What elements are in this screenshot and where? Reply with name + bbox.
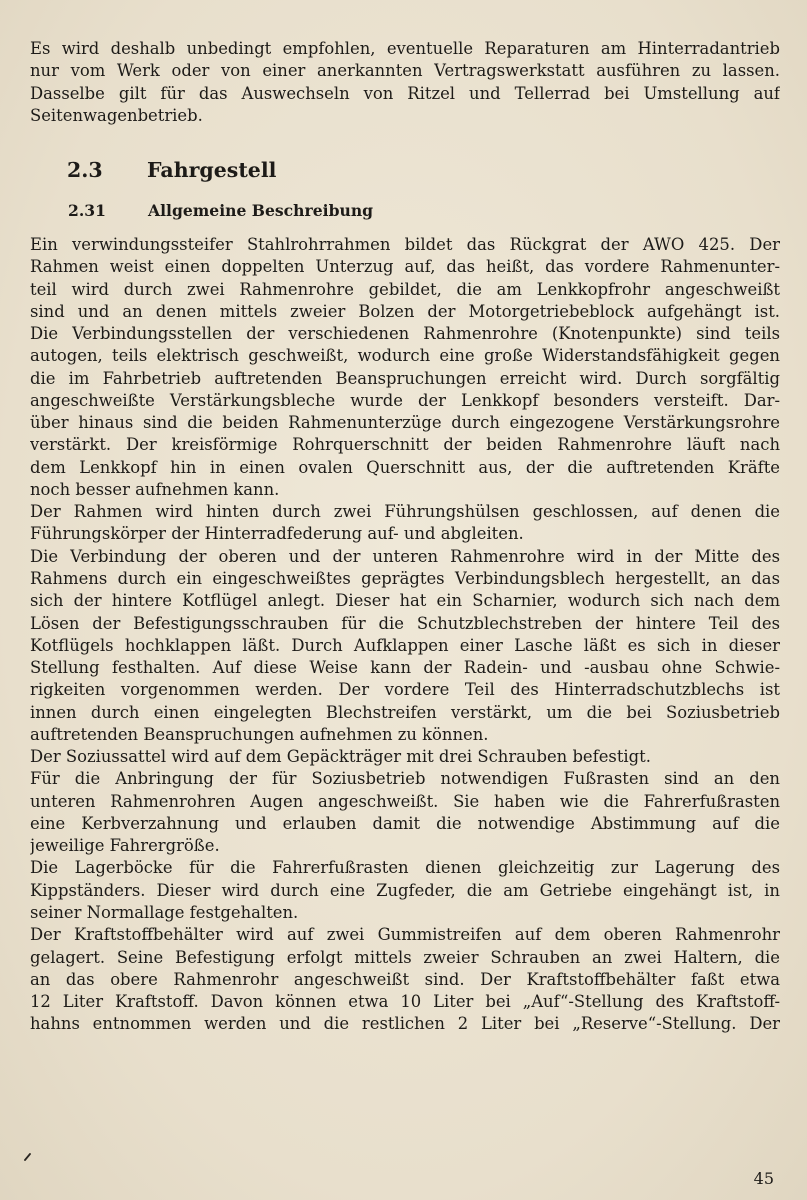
intro-paragraph [30, 38, 780, 127]
body-line: Lösen der Befestigungsschrauben für die Schutzblechstreben der hintere Teil des [30, 613, 780, 633]
body-line: jeweilige Fahrergröße. [30, 836, 220, 856]
body-line: Die Verbindung der oberen und der unteren Rahmenrohre wird in der Mitte des [30, 546, 780, 566]
body-line: Rahmens durch ein eingeschweißtes geprägtes Verbindungsblech hergestellt, an das [30, 568, 780, 588]
body-line: noch besser aufnehmen kann. [30, 479, 280, 499]
body-line: eine Kerbverzahnung und erlauben damit die notwendige Abstimmung auf die [30, 813, 780, 833]
body-line: Die Lagerböcke für die Fahrerfußrasten dienen gleichzeitig zur Lagerung des [30, 858, 780, 878]
body-line: Der Soziussattel wird auf dem Gepäckträger mit drei Schrauben befestigt. [30, 747, 651, 767]
body-line: verstärkt. Der kreisförmige Rohrquerschnitt der beiden Rahmenrohre läuft nach [30, 435, 780, 455]
body-line: autogen, teils elektrisch geschweißt, wodurch eine große Widerstandsfähigkeit gegen [30, 346, 780, 366]
body-line: teil wird durch zwei Rahmenrohre gebildet, die am Lenkkopfrohr angeschweißt [30, 279, 780, 299]
body-line: sich der hintere Kotflügel anlegt. Dieser hat ein Scharnier, wodurch sich nach dem [30, 591, 780, 611]
body-line: Kotflügels hochklappen läßt. Durch Aufklappen einer Lasche läßt es sich in dieser [30, 635, 780, 655]
body-line: über hinaus sind die beiden Rahmenunterzüge durch eingezogene Verstärkungsrohre [30, 413, 780, 433]
body-line: dem Lenkkopf hin in einen ovalen Querschnitt aus, der die auftretenden Kräfte [30, 457, 780, 477]
section-heading [67, 158, 667, 182]
body-line: seiner Normallage festgehalten. [30, 902, 299, 922]
body-line: Stellung festhalten. Auf diese Weise kann der Radein- und -ausbau ohne Schwie- [30, 658, 780, 678]
intro-line: Es wird deshalb unbedingt empfohlen, eventuelle Reparaturen am Hinterradantrieb [30, 39, 780, 58]
body-line: 12 Liter Kraftstoff. Davon können etwa 10 Liter bei „Auf“-Stellung des Kraftstoff- [30, 992, 780, 1012]
body-line: die im Fahrbetrieb auftretenden Beanspruchungen erreicht wird. Durch sorgfältig [30, 368, 780, 388]
body-line: Führungskörper der Hinterradfederung auf- und abgleiten. [30, 524, 524, 544]
subsection-title: Allgemeine Beschreibung [148, 201, 374, 220]
body-line: sind und an denen mittels zweier Bolzen der Motorgetriebeblock aufgehängt ist. [30, 301, 780, 321]
section-title: Fahrgestell [147, 158, 277, 182]
section-number: 2.3 [67, 158, 103, 182]
body-line: gelagert. Seine Befestigung erfolgt mittels zweier Schrauben an zwei Haltern, die [30, 947, 780, 967]
body-line: Der Rahmen wird hinten durch zwei Führungshülsen geschlossen, auf denen die [30, 502, 780, 522]
body-text [30, 234, 780, 1036]
body-line: Kippständers. Dieser wird durch eine Zugfeder, die am Getriebe eingehängt ist, in [30, 880, 780, 900]
body-line: Rahmen weist einen doppelten Unterzug auf, das heißt, das vordere Rahmenunter- [30, 257, 780, 277]
body-line: auftretenden Beanspruchungen aufnehmen zu können. [30, 724, 489, 744]
body-line: rigkeiten vorgenommen werden. Der vordere Teil des Hinterradschutzblechs ist [30, 680, 780, 700]
body-line: an das obere Rahmenrohr angeschweißt sind. Der Kraftstoffbehälter faßt etwa [30, 969, 780, 989]
body-line: Die Verbindungsstellen der verschiedenen Rahmenrohre (Knotenpunkte) sind teils [30, 324, 780, 344]
body-line: angeschweißte Verstärkungsbleche wurde der Lenkkopf besonders versteift. Dar- [30, 390, 780, 410]
body-line: unteren Rahmenrohren Augen angeschweißt. Sie haben wie die Fahrerfußrasten [30, 791, 780, 811]
body-line: Ein verwindungssteifer Stahlrohrrahmen bildet das Rückgrat der AWO 425. Der [30, 235, 780, 254]
body-line: Der Kraftstoffbehälter wird auf zwei Gummistreifen auf dem oberen Rahmenrohr [30, 925, 780, 945]
body-line: hahns entnommen werden und die restlichen 2 Liter bei „Reserve“-Stellung. Der [30, 1014, 780, 1034]
body-line: Für die Anbringung der für Soziusbetrieb notwendigen Fußrasten sind an den [30, 769, 780, 789]
intro-line: nur vom Werk oder von einer anerkannten Vertragswerkstatt ausführen zu lassen. [30, 61, 780, 81]
subsection-heading [68, 201, 668, 220]
ink-mark [24, 1153, 32, 1161]
intro-line: Seitenwagenbetrieb. [30, 105, 203, 125]
subsection-number: 2.31 [68, 201, 106, 220]
intro-line: Dasselbe gilt für das Auswechseln von Ritzel und Tellerrad bei Umstellung auf [30, 83, 780, 103]
page-number: 45 [753, 1169, 774, 1188]
body-line: innen durch einen eingelegten Blechstreifen verstärkt, um die bei Soziusbetrieb [30, 702, 780, 722]
